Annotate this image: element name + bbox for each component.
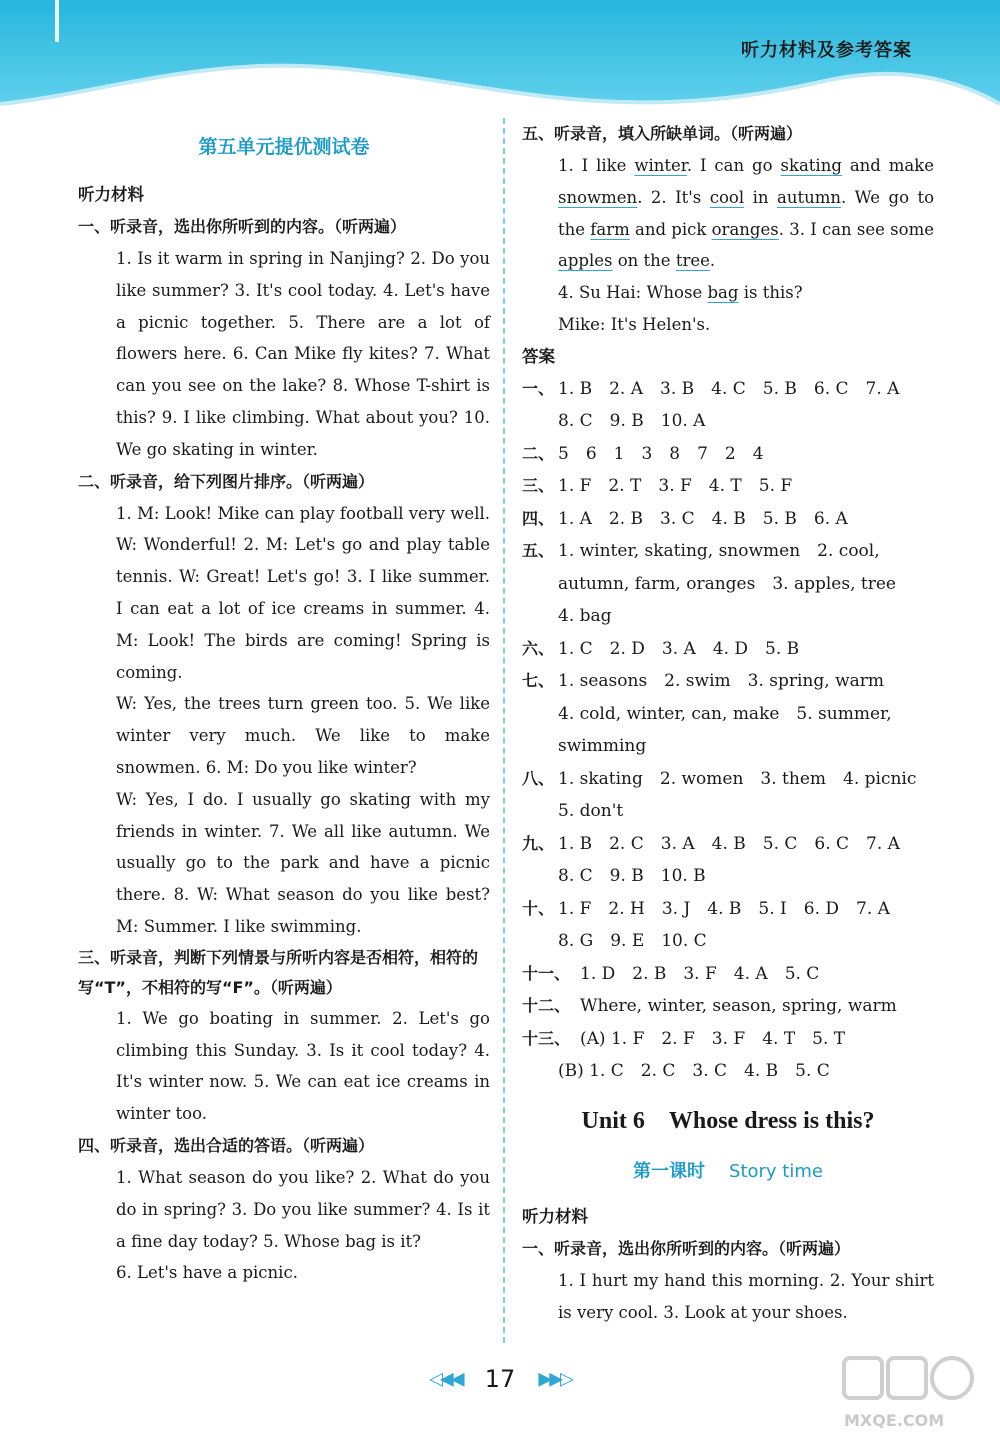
header-title: 听力材料及参考答案 — [741, 40, 912, 61]
question-3-heading: 三、听录音，判断下列情景与所听内容是否相符，相符的写“T”，不相符的写“F”。（听两遍） — [78, 947, 479, 997]
q3-item: 3. Is it cool today? — [306, 1040, 468, 1060]
answer-value: 1. seasons 2. swim 3. spring, warm — [558, 671, 884, 692]
page-number: 17 — [484, 1365, 516, 1393]
q2-item: 7. We all like autumn. We usually go to the park and have a picnic there. — [116, 821, 490, 905]
answer-value: 1. D 2. B 3. F 4. A 5. C — [580, 963, 820, 984]
answer-row — [522, 568, 934, 601]
q2-item: 2. M: Let's go and play table tennis. — [116, 535, 490, 587]
answer-value: 4. cold, winter, can, make 5. summer, — [558, 703, 892, 724]
question-5-heading: 五、听录音，填入所缺单词。（听两遍） — [522, 124, 803, 143]
answer-value: 5 6 1 3 8 7 2 4 — [558, 443, 764, 464]
question-2-body — [78, 498, 490, 943]
q5-text: . — [709, 251, 716, 271]
q2-item: W: Great! Let's go! — [179, 567, 341, 587]
answer-number: 四、 — [522, 508, 555, 528]
watermark-icon — [838, 1352, 978, 1412]
answer-value: 1. C 2. D 3. A 4. D 5. B — [558, 638, 800, 659]
answer-row — [522, 405, 934, 438]
q5-filled-word: tree — [675, 251, 710, 271]
q4-item: 2. What do you do in spring? — [116, 1167, 490, 1219]
answer-number: 三、 — [522, 476, 555, 496]
answer-row — [522, 665, 934, 698]
q1-item: 9. I like climbing. What about you? — [161, 407, 458, 427]
q3-item: 1. We go boating in summer. — [116, 1008, 382, 1028]
q1-item: 4. Let's have a picnic together. — [116, 280, 491, 332]
answer-value: 1. B 2. A 3. B 4. C 5. B 6. C 7. A — [558, 378, 900, 399]
q1-item: 1. Is it warm in spring in Nanjing? — [116, 249, 405, 268]
answers-label: 答案 — [522, 346, 555, 366]
answer-number: 十一、 — [522, 963, 571, 983]
answer-row — [522, 925, 934, 958]
answer-row — [522, 893, 934, 926]
q5-text: 2. It's — [650, 187, 702, 207]
answer-value: 1. F 2. H 3. J 4. B 5. I 6. D 7. A — [558, 898, 890, 919]
right-column — [522, 118, 934, 1328]
answer-value: 5. don't — [558, 801, 624, 822]
answer-value: 1. F 2. T 3. F 4. T 5. F — [558, 476, 793, 497]
watermark-text: MXQE.COM — [844, 1411, 945, 1430]
answer-row — [522, 535, 934, 568]
watermark-logo — [838, 1352, 978, 1434]
answer-number: 八、 — [522, 768, 555, 788]
lesson-title — [522, 1157, 934, 1183]
q5-filled-word: skating — [780, 156, 842, 175]
lesson-name: Story time — [729, 1160, 823, 1182]
prev-arrows-icon: ◁◀◀ — [429, 1368, 462, 1390]
q5-filled-word: cool — [709, 187, 745, 207]
q1-item: 8. Whose T-shirt is this? — [116, 376, 490, 427]
q5-text: 1. I like — [558, 156, 627, 175]
q5-text: is this? — [743, 283, 803, 303]
lesson-label: 第一课时 — [633, 1160, 706, 1182]
answer-row — [522, 795, 934, 828]
answer-value: 1. winter, skating, snowmen 2. cool, — [558, 541, 880, 562]
answer-value: 1. skating 2. women 3. them 4. picnic — [558, 768, 917, 789]
listening-label: 听力材料 — [78, 185, 144, 204]
q5-text: and pick — [635, 219, 707, 239]
q1-item: 3. It's cool today. — [234, 280, 378, 300]
answer-row — [522, 438, 934, 471]
question-5-body — [522, 150, 934, 341]
answer-number: 二、 — [522, 443, 555, 463]
q1-item: 7. What can you see on the lake? — [116, 344, 491, 396]
header-banner — [0, 0, 1000, 110]
q2-item: W: Yes, the trees turn green too. — [116, 694, 398, 714]
q5-text: . I can go — [686, 156, 773, 175]
q2-item: 3. I like summer. I can eat a lot of ice creams in summer. — [116, 567, 490, 618]
answer-row — [522, 763, 934, 796]
answer-number: 十二、 — [522, 996, 571, 1016]
q5-text: 4. Su Hai: Whose — [558, 283, 703, 303]
q5-filled-word: autumn — [776, 187, 841, 207]
q6-item: 1. I hurt my hand this morning. — [558, 1270, 825, 1290]
answer-row — [522, 828, 934, 861]
q1-item: 2. Do you like summer? — [116, 249, 491, 300]
q4-item: 1. What season do you like? — [116, 1167, 355, 1187]
question-1-heading: 一、听录音，选出你所听到的内容。（听两遍） — [78, 217, 407, 236]
answer-number: 一、 — [522, 378, 555, 398]
question-3-body — [78, 1003, 490, 1130]
answer-row — [522, 600, 934, 633]
question-4-heading: 四、听录音，选出合适的答语。（听两遍） — [78, 1135, 375, 1155]
left-column — [78, 118, 490, 1289]
answer-row — [522, 503, 934, 536]
q5-text: . We go to the — [558, 187, 935, 239]
q3-item: 2. Let's go climbing this Sunday. — [116, 1008, 490, 1060]
answer-row — [522, 1055, 934, 1088]
q4-item: 4. Is it a fine day today? — [116, 1199, 490, 1251]
question-6-heading: 一、听录音，选出你所听到的内容。（听两遍） — [522, 1238, 851, 1258]
q1-item: 6. Can Mike fly kites? — [232, 344, 418, 364]
q4-item: 3. Do you like summer? — [231, 1199, 431, 1219]
q1-item: 10. We go skating in winter. — [116, 407, 490, 459]
answer-number: 十、 — [522, 898, 555, 918]
q2-item: 5. We like winter very much. We like to make snowmen. — [116, 694, 491, 777]
question-1-body — [78, 243, 490, 466]
q2-item: W: Wonderful! — [116, 535, 237, 555]
listening-label-2: 听力材料 — [522, 1206, 588, 1226]
q3-item: 5. We can eat ice creams in winter too. — [116, 1072, 490, 1124]
answer-row — [522, 373, 934, 406]
answer-value: 1. A 2. B 3. C 4. B 5. B 6. A — [558, 508, 848, 529]
answers-list — [522, 373, 934, 1088]
question-6-body — [522, 1265, 934, 1329]
q2-item: M: Summer. I like swimming. — [116, 916, 362, 936]
q5-text: on the — [617, 251, 671, 271]
q5-text: Mike: It's Helen's. — [558, 314, 711, 334]
answer-value: Where, winter, season, spring, warm — [580, 996, 897, 1017]
answer-value: (A) 1. F 2. F 3. F 4. T 5. T — [580, 1028, 846, 1049]
q5-filled-word: bag — [707, 283, 739, 303]
answer-row — [522, 1023, 934, 1056]
q5-filled-word: winter — [634, 156, 687, 175]
answer-number: 七、 — [522, 671, 555, 691]
answer-value: 4. bag — [558, 606, 612, 627]
answer-number: 十三、 — [522, 1028, 571, 1048]
q2-item: 1. M: Look! Mike can play football very well. — [116, 503, 490, 523]
q5-filled-word: oranges — [711, 219, 779, 239]
answer-value: autumn, farm, oranges 3. apples, tree — [558, 573, 896, 594]
q5-text: in — [752, 187, 769, 207]
q5-filled-word: farm — [590, 219, 630, 239]
answer-row — [522, 958, 934, 991]
answer-value: swimming — [558, 736, 647, 757]
q5-text: 3. I can see some — [789, 219, 934, 239]
answer-value: 8. C 9. B 10. B — [558, 866, 706, 887]
answer-row — [522, 470, 934, 503]
answer-value: 1. B 2. C 3. A 4. B 5. C 6. C 7. A — [558, 833, 900, 854]
question-4-body — [78, 1162, 490, 1289]
answer-row — [522, 860, 934, 893]
q5-text: and make — [849, 156, 934, 175]
question-2-heading: 二、听录音，给下列图片排序。（听两遍） — [78, 471, 375, 491]
answer-value: 8. G 9. E 10. C — [558, 931, 707, 952]
q4-item: 5. Whose bag is it? — [263, 1231, 422, 1251]
answer-row — [522, 698, 934, 731]
q2-item: 4. M: Look! The birds are coming! Spring is coming. — [116, 598, 490, 682]
q5-filled-word: snowmen — [558, 187, 638, 207]
unit-title: Unit 6 Whose dress is this? — [581, 1107, 875, 1134]
answer-value: 8. C 9. B 10. A — [558, 411, 706, 432]
q5-text: . — [637, 187, 643, 207]
answer-number: 五、 — [522, 541, 555, 561]
answer-row — [522, 730, 934, 763]
q1-item: 5. There are a lot of flowers here. — [116, 312, 490, 364]
q4-item: 6. Let's have a picnic. — [116, 1263, 298, 1283]
column-divider — [503, 118, 505, 1343]
answer-row — [522, 633, 934, 666]
q2-item: 6. M: Do you like winter? — [205, 757, 417, 777]
q6-item: 2. Your shirt is very cool. — [558, 1270, 934, 1322]
q6-item: 3. Look at your shoes. — [663, 1302, 848, 1322]
next-arrows-icon: ▶▶▷ — [538, 1368, 571, 1390]
answer-number: 九、 — [522, 833, 555, 853]
answer-number: 六、 — [522, 638, 555, 658]
answer-row — [522, 990, 934, 1023]
q2-item: 8. W: What season do you like best? — [173, 885, 490, 905]
q2-item: W: Yes, I do. I usually go skating with my friends in winter. — [116, 789, 490, 841]
q5-text: . — [778, 219, 784, 239]
q3-item: 4. It's winter now. — [116, 1040, 491, 1092]
answer-value: (B) 1. C 2. C 3. C 4. B 5. C — [558, 1061, 830, 1082]
q5-filled-word: apples — [558, 251, 613, 271]
section-title: 第五单元提优测试卷 — [198, 136, 370, 158]
